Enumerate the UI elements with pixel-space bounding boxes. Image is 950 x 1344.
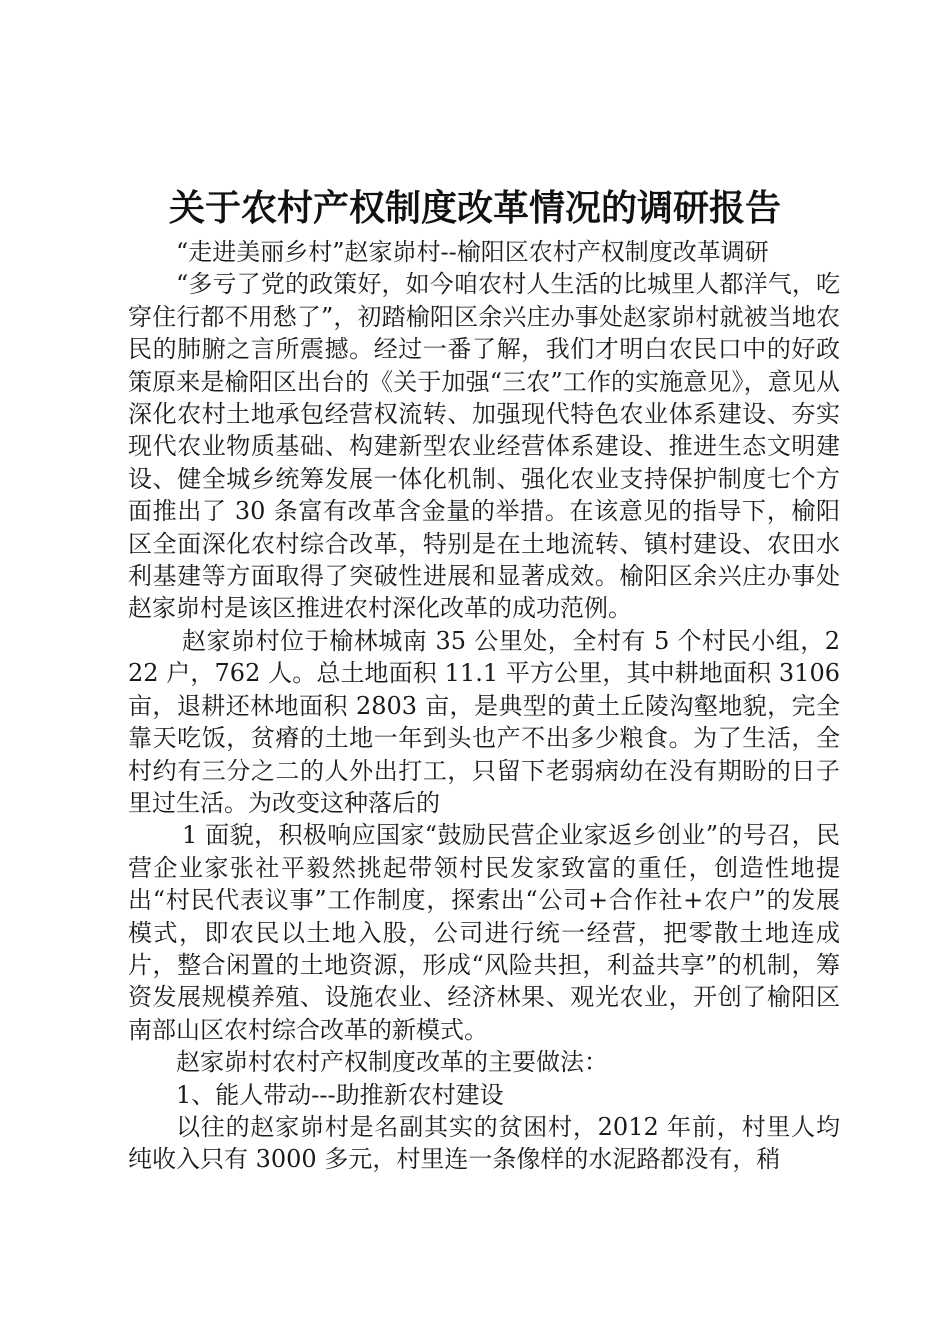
intro-subtitle-paragraph: “走进美丽乡村”赵家峁村--榆阳区农村产权制度改革调研	[176, 238, 769, 266]
body-paragraph: 1 面貌，积极响应国家“鼓励民营企业家返乡创业”的号召，民营企业家张社平毅然挑起带领村民发家致富的重任，创造性地提出“村民代表议事”工作制度，探索出“公司+合作社+农户”的发展模式，即农民以土地入股，公司进行统一经营，把零散土地连成片，整合闲置的土地资源，形成“风险共担，利益共享”的机制，筹资发展规模养殖、设施农业、经济林果、观光农业，开创了榆阳区南部山区农村综合改革的新模式。	[128, 821, 840, 1044]
body-paragraph: “多亏了党的政策好，如今咱农村人生活的比城里人都洋气，吃穿住行都不用愁了”，初踏榆阳区余兴庄办事处赵家峁村就被当地农民的肺腑之言所震撼。经过一番了解，我们才明白农民口中的好政策原来是榆阳区出台的《关于加强“三农”工作的实施意见》，意见从深化农村土地承包经营权流转、加强现代特色农业体系建设、夯实现代农业物质基础、构建新型农业经营体系建设、推进生态文明建设、健全城乡统筹发展一体化机制、强化农业支持保护制度七个方面推出了 30 条富有改革含金量的举措。在该意见的指导下，榆阳区全面深化农村综合改革，特别是在土地流转、镇村建设、农田水利基建等方面取得了突破性进展和显著成效。榆阳区余兴庄办事处赵家峁村是该区推进农村深化改革的成功范例。	[128, 270, 840, 623]
body-paragraph: 以往的赵家峁村是名副其实的贫困村，2012 年前，村里人均纯收入只有 3000 多元，村里连一条像样的水泥路都没有，稍	[128, 1112, 840, 1174]
section-heading: 1、能人带动---助推新农村建设	[176, 1080, 504, 1109]
document-title: 关于农村产权制度改革情况的调研报告	[168, 187, 781, 229]
section-intro-paragraph: 赵家峁村农村产权制度改革的主要做法：	[176, 1048, 608, 1077]
body-paragraph: 赵家峁村位于榆林城南 35 公里处，全村有 5 个村民小组，222 户，762 人。总土地面积 11.1 平方公里，其中耕地面积 3106 亩，退耕还林地面积 2803 亩，是典型的黄土丘陵沟壑地貌，完全靠天吃饭，贫瘠的土地一年到头也产不出多少粮食。为了生活，全村约有三分之二的人外出打工，只留下老弱病幼在没有期盼的日子里过生活。为改变这种落后的	[128, 626, 840, 817]
document-body	[128, 236, 840, 1176]
